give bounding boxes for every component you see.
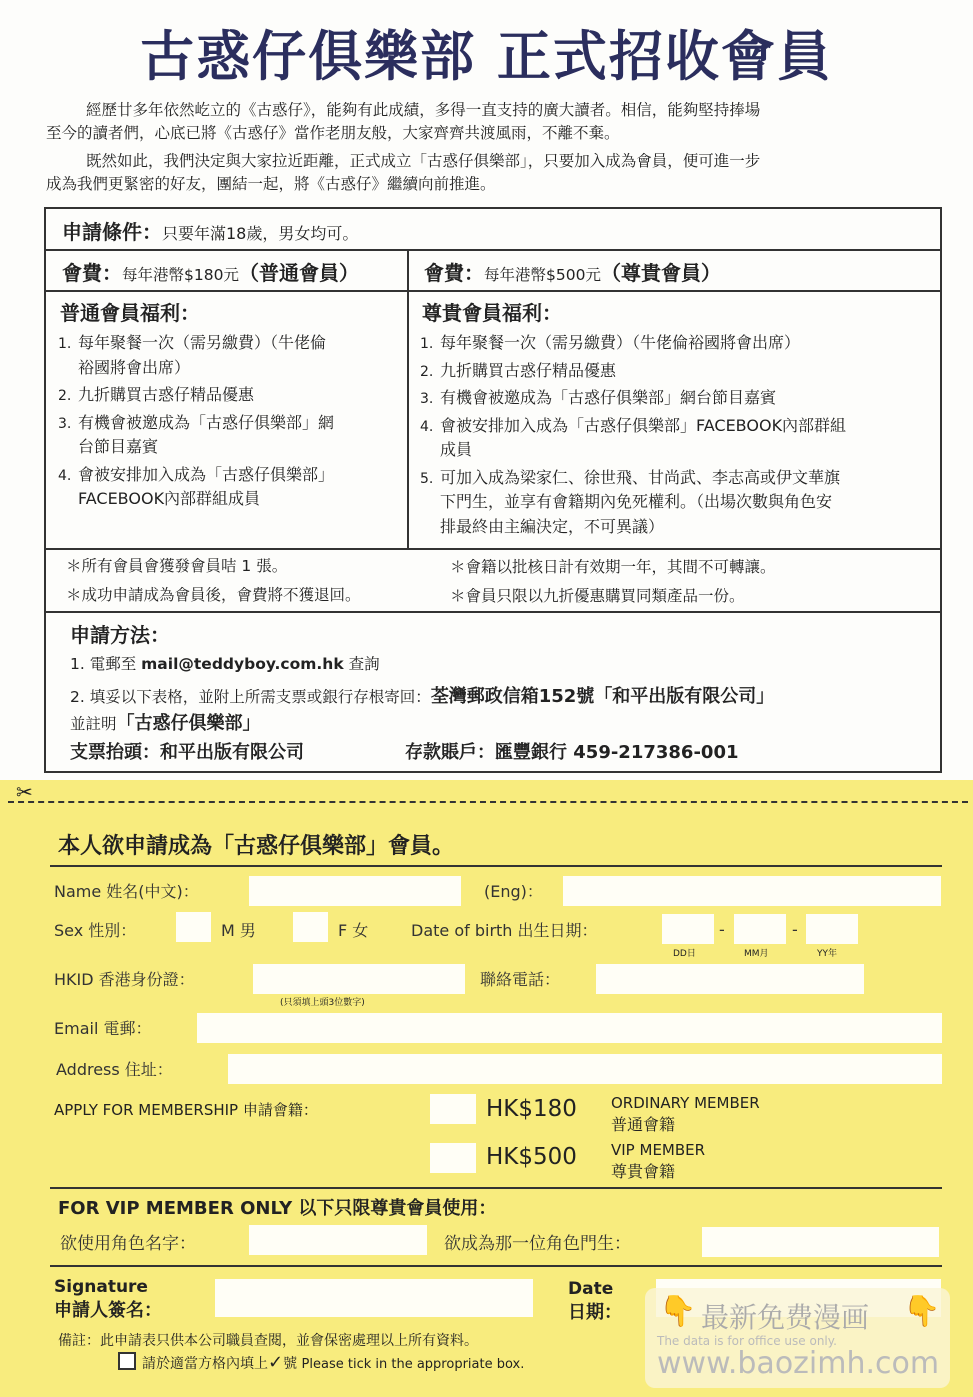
dob-day-input[interactable] [662, 914, 714, 944]
fee-ordinary: 會費：每年港幣$180元（普通會員） [62, 261, 359, 285]
page-title: 古惑仔俱樂部 正式招收會員 [140, 25, 833, 88]
male-checkbox[interactable] [176, 912, 211, 942]
remark: 備註：此申請表只供本公司職員查閱，並會保密處理以上所有資料。 [58, 1333, 478, 1349]
role-name-label: 欲使用角色名字： [60, 1234, 196, 1254]
intro-line: 既然如此，我們決定與大家拉近距離，正式成立「古惑仔俱樂部」，只要加入成為會員，便可進一步 [86, 152, 761, 170]
hkid-input[interactable] [253, 964, 465, 994]
watermark [645, 1288, 950, 1388]
form-heading: 本人欲申請成為「古惑仔俱樂部」會員。 [58, 834, 455, 859]
pointing-hand-icon: 👇 [903, 1294, 941, 1329]
hkid-hint: (只須填上頭3位數字) [280, 998, 365, 1008]
office-use-note: The data is for office use only. [657, 1334, 837, 1348]
hkid-label: HKID 香港身份證： [54, 970, 195, 989]
intro-line: 成為我們更緊密的好友，團結一起，將《古惑仔》繼續向前推進。 [46, 175, 496, 193]
role-name-input[interactable] [249, 1225, 427, 1255]
phone-input[interactable] [596, 964, 864, 994]
dob-year-input[interactable] [806, 914, 858, 944]
benefit-item: 裕國將會出席） [78, 357, 191, 377]
yy-label: YY年 [817, 949, 837, 959]
method-note: 並註明「古惑仔俱樂部」 [70, 713, 261, 734]
benefit-item: 5. 可加入成為梁家仁、徐世飛、甘尚武、李志高或伊文華旗 [420, 467, 841, 487]
note: ＊會籍以批核日計有效期一年，其間不可轉讓。 [450, 558, 776, 576]
scissors-icon: ✂ [16, 780, 33, 804]
benefit-item: 排最終由主編決定，不可異議） [440, 516, 665, 536]
intro-line: 經歷廿多年依然屹立的《古惑仔》，能夠有此成績，多得一直支持的廣大讀者。相信，能夠堅持捧場 [86, 101, 761, 119]
dash: - [719, 920, 725, 939]
conditions: 申請條件：只要年滿18歲，男女均可。 [62, 220, 359, 244]
email-link[interactable]: mail@teddyboy.com.hk [141, 655, 344, 673]
address-label: Address 住址： [56, 1060, 173, 1079]
dob-label: Date of birth 出生日期： [411, 921, 598, 940]
watermark-url[interactable]: www.baozimh.com [657, 1346, 940, 1381]
name-en-label: (Eng)： [484, 882, 543, 901]
vip-checkbox[interactable] [430, 1143, 476, 1173]
ordinary-price: HK$180 [486, 1096, 577, 1122]
email-label: Email 電郵： [54, 1019, 152, 1038]
bank-account: 存款賬戶：匯豐銀行 459-217386-001 [405, 742, 739, 763]
date-en: Date [568, 1279, 614, 1299]
mentor-input[interactable] [702, 1227, 939, 1257]
name-cn-input[interactable] [249, 876, 461, 906]
male-label: M 男 [221, 921, 256, 940]
signature-en: Signature [54, 1277, 148, 1297]
ordinary-checkbox[interactable] [430, 1094, 476, 1124]
method-step-2: 2. 填妥以下表格，並附上所需支票或銀行存根寄回：荃灣郵政信箱152號「和平出版有限公司」 [70, 686, 775, 707]
benefit-item: 3. 有機會被邀成為「古惑仔俱樂部」網台節目嘉賓 [420, 388, 777, 407]
female-label: F 女 [338, 921, 369, 940]
phone-label: 聯絡電話： [480, 970, 561, 989]
dob-month-input[interactable] [734, 914, 786, 944]
date-cn: 日期： [568, 1302, 622, 1323]
ordinary-benefits-heading: 普通會員福利： [60, 301, 200, 325]
benefit-item: 下門生，並享有會籍期內免死權利。（出場次數與角色安 [440, 492, 833, 511]
benefit-item: FACEBOOK內部群組成員 [78, 489, 261, 508]
address-input[interactable] [228, 1054, 942, 1084]
name-en-input[interactable] [563, 876, 941, 906]
email-input[interactable] [197, 1013, 942, 1043]
sex-label: Sex 性別： [54, 921, 137, 940]
vip-price: HK$500 [486, 1144, 577, 1170]
vip-benefits-heading: 尊貴會員福利： [422, 301, 562, 325]
apply-label: APPLY FOR MEMBERSHIP 申請會籍： [54, 1101, 318, 1119]
note: ＊會員只限以九折優惠購買同類產品一份。 [450, 587, 745, 605]
female-checkbox[interactable] [293, 912, 328, 942]
ordinary-en: ORDINARY MEMBER [611, 1094, 760, 1112]
tick-box-icon [118, 1352, 136, 1370]
benefit-item: 4. 會被安排加入成為「古惑仔俱樂部」 [58, 464, 335, 484]
note: ＊所有會員會獲發會員咭 1 張。 [66, 557, 288, 575]
benefit-item: 2. 九折購買古惑仔精品優惠 [58, 385, 255, 404]
cheque-payee: 支票抬頭：和平出版有限公司 [70, 742, 304, 763]
dd-label: DD日 [673, 949, 696, 959]
vip-heading: FOR VIP MEMBER ONLY 以下只限尊貴會員使用： [58, 1198, 497, 1219]
intro-line: 至今的讀者們，心底已將《古惑仔》當作老朋友般，大家齊齊共渡風雨，不離不棄。 [46, 124, 620, 142]
benefit-item: 3. 有機會被邀成為「古惑仔俱樂部」網 [58, 412, 335, 432]
method-heading: 申請方法： [70, 623, 170, 647]
pointing-hand-icon: 👇 [659, 1294, 697, 1329]
benefit-item: 台節目嘉賓 [78, 437, 159, 456]
benefit-item: 1. 每年聚餐一次（需另繳費）（牛佬倫 [58, 333, 327, 352]
signature-input[interactable] [215, 1279, 533, 1317]
vip-en: VIP MEMBER [611, 1141, 706, 1159]
watermark-text: 最新免费漫画 [701, 1301, 870, 1334]
checkmark-icon: ✓ [268, 1352, 284, 1373]
name-cn-label: Name 姓名(中文)： [54, 882, 199, 901]
tick-instruction: 請於適當方格內填上✓號 Please tick in the appropriate box. [142, 1352, 525, 1373]
signature-cn: 申請人簽名： [54, 1300, 162, 1321]
dash: - [792, 920, 798, 939]
benefit-item: 4. 會被安排加入成為「古惑仔俱樂部」FACEBOOK內部群組 [420, 415, 847, 435]
mm-label: MM月 [744, 949, 769, 959]
method-step-1: 1. 電郵至 mail@teddyboy.com.hk 查詢 [70, 655, 380, 673]
benefit-item: 成員 [440, 440, 473, 459]
mentor-label: 欲成為那一位角色門生： [444, 1234, 631, 1254]
benefit-item: 1. 每年聚餐一次（需另繳費）（牛佬倫裕國將會出席） [420, 333, 801, 352]
vip-cn: 尊貴會籍 [611, 1162, 676, 1181]
benefit-item: 2. 九折購買古惑仔精品優惠 [420, 360, 617, 380]
fee-vip: 會費：每年港幣$500元（尊貴會員） [424, 261, 721, 285]
note: ＊成功申請成為會員後，會費將不獲退回。 [66, 586, 361, 604]
ordinary-cn: 普通會籍 [611, 1115, 676, 1134]
